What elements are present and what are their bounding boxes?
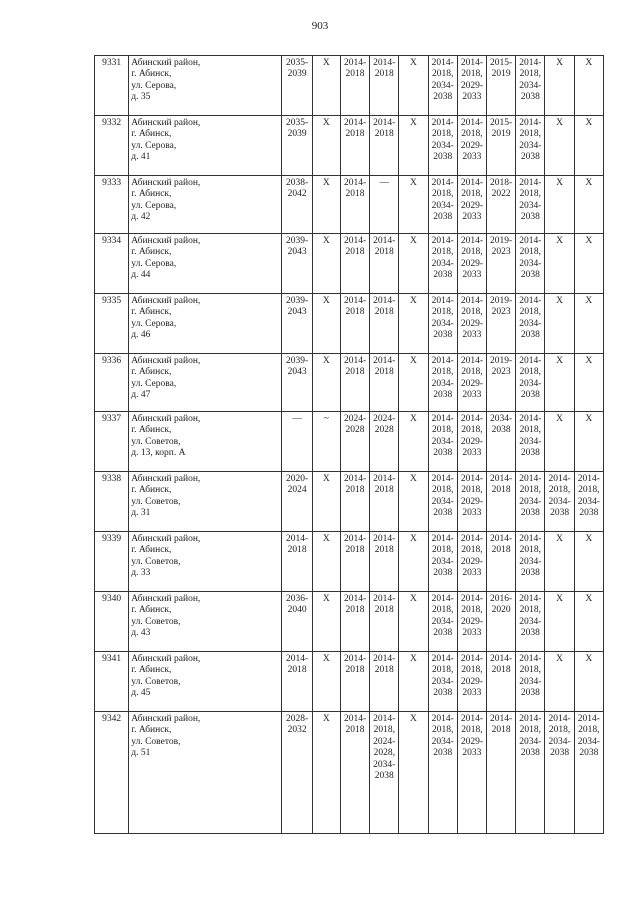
- repair-period-cell: 2014- 2018, 2034- 2038: [545, 472, 574, 532]
- repair-period-cell: 2014- 2018, 2034- 2038: [574, 712, 603, 834]
- repair-period-cell: Х: [399, 56, 428, 116]
- repair-period-cell: Х: [399, 712, 428, 834]
- address-cell: Абинский район, г. Абинск, ул. Советов, д. 13, корп. А: [129, 412, 282, 472]
- address-cell: Абинский район, г. Абинск, ул. Серова, д. 46: [129, 294, 282, 354]
- repair-period-cell: Х: [312, 294, 340, 354]
- row-number-cell: 9337: [95, 412, 129, 472]
- repair-period-cell: Х: [545, 234, 574, 294]
- repair-period-cell: Х: [545, 532, 574, 592]
- repair-period-cell: Х: [399, 116, 428, 176]
- repair-period-cell: Х: [545, 412, 574, 472]
- repair-period-cell: 2016- 2020: [487, 592, 516, 652]
- table-row: [95, 294, 604, 354]
- repair-period-cell: Х: [312, 712, 340, 834]
- page-number: 903: [311, 20, 329, 32]
- repair-period-cell: Х: [399, 176, 428, 234]
- repair-period-cell: Х: [574, 294, 603, 354]
- repair-period-cell: 2014- 2018, 2034- 2038: [428, 176, 457, 234]
- table-row: [95, 354, 604, 412]
- repair-period-cell: 2014- 2018, 2034- 2038: [516, 532, 545, 592]
- repair-period-cell: Х: [574, 532, 603, 592]
- repair-period-cell: 2014- 2018, 2034- 2038: [516, 234, 545, 294]
- table-row: [95, 412, 604, 472]
- repair-period-cell: 2014- 2018, 2034- 2038: [574, 472, 603, 532]
- address-cell: Абинский район, г. Абинск, ул. Советов, д. 51: [129, 712, 282, 834]
- repair-period-cell: 2014- 2018: [340, 712, 369, 834]
- row-number-cell: 9331: [95, 56, 129, 116]
- repair-period-cell: Х: [545, 652, 574, 712]
- repair-period-cell: 2015- 2019: [487, 116, 516, 176]
- repair-period-cell: Х: [399, 412, 428, 472]
- repair-period-cell: 2014- 2018, 2034- 2038: [516, 56, 545, 116]
- repair-period-cell: —: [282, 412, 312, 472]
- repair-period-cell: 2014- 2018, 2034- 2038: [516, 294, 545, 354]
- repair-period-cell: Х: [312, 354, 340, 412]
- address-cell: Абинский район, г. Абинск, ул. Советов, д. 43: [129, 592, 282, 652]
- repair-period-cell: Х: [574, 116, 603, 176]
- table-row: [95, 176, 604, 234]
- repair-period-cell: 2014- 2018: [282, 532, 312, 592]
- repair-period-cell: 2014- 2018, 2029- 2033: [457, 592, 486, 652]
- repair-period-cell: 2019- 2023: [487, 234, 516, 294]
- repair-period-cell: Х: [399, 592, 428, 652]
- repair-period-cell: Х: [312, 652, 340, 712]
- repair-period-cell: 2014- 2018, 2029- 2033: [457, 412, 486, 472]
- repair-period-cell: 2014- 2018, 2034- 2038: [516, 116, 545, 176]
- repair-period-cell: 2014- 2018, 2034- 2038: [428, 592, 457, 652]
- repair-period-cell: 2014- 2018: [370, 56, 399, 116]
- repair-period-cell: 2014- 2018: [370, 354, 399, 412]
- repair-period-cell: Х: [312, 176, 340, 234]
- table-row: [95, 652, 604, 712]
- address-cell: Абинский район, г. Абинск, ул. Серова, д. 41: [129, 116, 282, 176]
- repair-period-cell: 2038- 2042: [282, 176, 312, 234]
- repair-period-cell: 2014- 2018, 2034- 2038: [545, 712, 574, 834]
- repair-period-cell: Х: [312, 56, 340, 116]
- repair-period-cell: 2014- 2018: [282, 652, 312, 712]
- repair-period-cell: 2014- 2018: [340, 294, 369, 354]
- repair-period-cell: 2014- 2018: [370, 652, 399, 712]
- repair-period-cell: 2014- 2018, 2029- 2033: [457, 176, 486, 234]
- repair-period-cell: 2014- 2018: [340, 354, 369, 412]
- repair-period-cell: 2014- 2018, 2034- 2038: [516, 652, 545, 712]
- repair-period-cell: 2014- 2018, 2034- 2038: [428, 116, 457, 176]
- repair-period-cell: 2014- 2018: [370, 294, 399, 354]
- repair-period-cell: Х: [574, 412, 603, 472]
- repair-period-cell: 2014- 2018: [370, 234, 399, 294]
- repair-period-cell: Х: [574, 354, 603, 412]
- repair-period-cell: 2024- 2028: [340, 412, 369, 472]
- repair-period-cell: 2014- 2018, 2034- 2038: [516, 176, 545, 234]
- repair-period-cell: 2014- 2018, 2034- 2038: [428, 652, 457, 712]
- address-cell: Абинский район, г. Абинск, ул. Серова, д. 42: [129, 176, 282, 234]
- repair-period-cell: Х: [545, 592, 574, 652]
- repair-period-cell: Х: [399, 652, 428, 712]
- repair-period-cell: 2035- 2039: [282, 56, 312, 116]
- address-cell: Абинский район, г. Абинск, ул. Серова, д. 44: [129, 234, 282, 294]
- repair-period-cell: 2014- 2018: [340, 176, 369, 234]
- repair-period-cell: 2014- 2018, 2029- 2033: [457, 652, 486, 712]
- repair-period-cell: 2014- 2018: [340, 532, 369, 592]
- repair-period-cell: 2014- 2018: [487, 532, 516, 592]
- repair-period-cell: 2014- 2018, 2024- 2028, 2034- 2038: [370, 712, 399, 834]
- repair-period-cell: Х: [574, 652, 603, 712]
- table-row: [95, 234, 604, 294]
- table-row: [95, 116, 604, 176]
- repair-period-cell: 2014- 2018: [487, 652, 516, 712]
- row-number-cell: 9338: [95, 472, 129, 532]
- repair-period-cell: 2014- 2018, 2029- 2033: [457, 56, 486, 116]
- repair-period-cell: 2014- 2018, 2034- 2038: [428, 354, 457, 412]
- repair-period-cell: Х: [545, 116, 574, 176]
- repair-period-cell: 2014- 2018: [340, 56, 369, 116]
- repair-period-cell: Х: [545, 176, 574, 234]
- repair-period-cell: Х: [399, 234, 428, 294]
- repair-period-cell: ~: [312, 412, 340, 472]
- row-number-cell: 9335: [95, 294, 129, 354]
- repair-period-cell: Х: [312, 532, 340, 592]
- housing-repair-schedule-table: [94, 55, 604, 834]
- repair-period-cell: 2018- 2022: [487, 176, 516, 234]
- repair-period-cell: 2014- 2018, 2029- 2033: [457, 116, 486, 176]
- repair-period-cell: Х: [574, 234, 603, 294]
- repair-period-cell: —: [370, 176, 399, 234]
- repair-period-cell: 2039- 2043: [282, 354, 312, 412]
- repair-period-cell: 2014- 2018, 2034- 2038: [516, 354, 545, 412]
- repair-period-cell: Х: [399, 532, 428, 592]
- repair-period-cell: 2014- 2018: [370, 592, 399, 652]
- row-number-cell: 9333: [95, 176, 129, 234]
- table-row: [95, 592, 604, 652]
- address-cell: Абинский район, г. Абинск, ул. Советов, д. 33: [129, 532, 282, 592]
- repair-period-cell: 2014- 2018: [370, 472, 399, 532]
- repair-period-cell: 2014- 2018, 2029- 2033: [457, 532, 486, 592]
- repair-period-cell: 2014- 2018, 2034- 2038: [516, 592, 545, 652]
- table-row: [95, 472, 604, 532]
- repair-period-cell: 2014- 2018, 2029- 2033: [457, 354, 486, 412]
- row-number-cell: 9340: [95, 592, 129, 652]
- repair-period-cell: 2020- 2024: [282, 472, 312, 532]
- repair-period-cell: 2014- 2018, 2029- 2033: [457, 712, 486, 834]
- row-number-cell: 9341: [95, 652, 129, 712]
- repair-period-cell: 2036- 2040: [282, 592, 312, 652]
- repair-period-cell: Х: [574, 592, 603, 652]
- repair-period-cell: 2014- 2018, 2034- 2038: [428, 56, 457, 116]
- repair-period-cell: 2014- 2018, 2034- 2038: [516, 472, 545, 532]
- repair-period-cell: 2014- 2018: [370, 116, 399, 176]
- row-number-cell: 9332: [95, 116, 129, 176]
- row-number-cell: 9339: [95, 532, 129, 592]
- row-number-cell: 9342: [95, 712, 129, 834]
- repair-period-cell: 2015- 2019: [487, 56, 516, 116]
- repair-period-cell: Х: [312, 234, 340, 294]
- repair-period-cell: 2014- 2018, 2029- 2033: [457, 234, 486, 294]
- repair-period-cell: 2014- 2018, 2029- 2033: [457, 472, 486, 532]
- repair-period-cell: 2014- 2018: [340, 472, 369, 532]
- repair-period-cell: 2035- 2039: [282, 116, 312, 176]
- repair-period-cell: 2014- 2018, 2034- 2038: [516, 712, 545, 834]
- repair-period-cell: 2014- 2018, 2034- 2038: [428, 234, 457, 294]
- repair-period-cell: Х: [399, 472, 428, 532]
- repair-period-cell: 2039- 2043: [282, 234, 312, 294]
- repair-period-cell: 2028- 2032: [282, 712, 312, 834]
- repair-period-cell: Х: [545, 56, 574, 116]
- repair-period-cell: 2014- 2018: [340, 652, 369, 712]
- repair-period-cell: 2014- 2018: [487, 472, 516, 532]
- repair-period-cell: 2024- 2028: [370, 412, 399, 472]
- repair-period-cell: 2014- 2018, 2034- 2038: [428, 532, 457, 592]
- repair-period-cell: 2014- 2018, 2034- 2038: [428, 294, 457, 354]
- row-number-cell: 9334: [95, 234, 129, 294]
- repair-period-cell: Х: [399, 354, 428, 412]
- table-row: [95, 56, 604, 116]
- repair-period-cell: Х: [312, 472, 340, 532]
- repair-period-cell: 2034- 2038: [487, 412, 516, 472]
- repair-period-cell: 2014- 2018: [370, 532, 399, 592]
- repair-period-cell: 2014- 2018: [340, 592, 369, 652]
- repair-period-cell: 2014- 2018, 2034- 2038: [516, 412, 545, 472]
- repair-period-cell: Х: [312, 116, 340, 176]
- address-cell: Абинский район, г. Абинск, ул. Советов, д. 45: [129, 652, 282, 712]
- table-row: [95, 532, 604, 592]
- repair-period-cell: Х: [399, 294, 428, 354]
- address-cell: Абинский район, г. Абинск, ул. Советов, д. 31: [129, 472, 282, 532]
- repair-period-cell: 2014- 2018: [487, 712, 516, 834]
- repair-period-cell: 2014- 2018: [340, 234, 369, 294]
- repair-period-cell: Х: [545, 354, 574, 412]
- repair-period-cell: Х: [574, 176, 603, 234]
- repair-period-cell: 2014- 2018, 2034- 2038: [428, 712, 457, 834]
- table-row: [95, 712, 604, 834]
- repair-period-cell: 2014- 2018, 2029- 2033: [457, 294, 486, 354]
- repair-period-cell: 2019- 2023: [487, 294, 516, 354]
- repair-period-cell: 2039- 2043: [282, 294, 312, 354]
- address-cell: Абинский район, г. Абинск, ул. Серова, д. 47: [129, 354, 282, 412]
- repair-period-cell: Х: [312, 592, 340, 652]
- row-number-cell: 9336: [95, 354, 129, 412]
- repair-period-cell: Х: [574, 56, 603, 116]
- address-cell: Абинский район, г. Абинск, ул. Серова, д. 35: [129, 56, 282, 116]
- repair-period-cell: Х: [545, 294, 574, 354]
- repair-period-cell: 2014- 2018, 2034- 2038: [428, 412, 457, 472]
- repair-period-cell: 2019- 2023: [487, 354, 516, 412]
- repair-period-cell: 2014- 2018, 2034- 2038: [428, 472, 457, 532]
- repair-period-cell: 2014- 2018: [340, 116, 369, 176]
